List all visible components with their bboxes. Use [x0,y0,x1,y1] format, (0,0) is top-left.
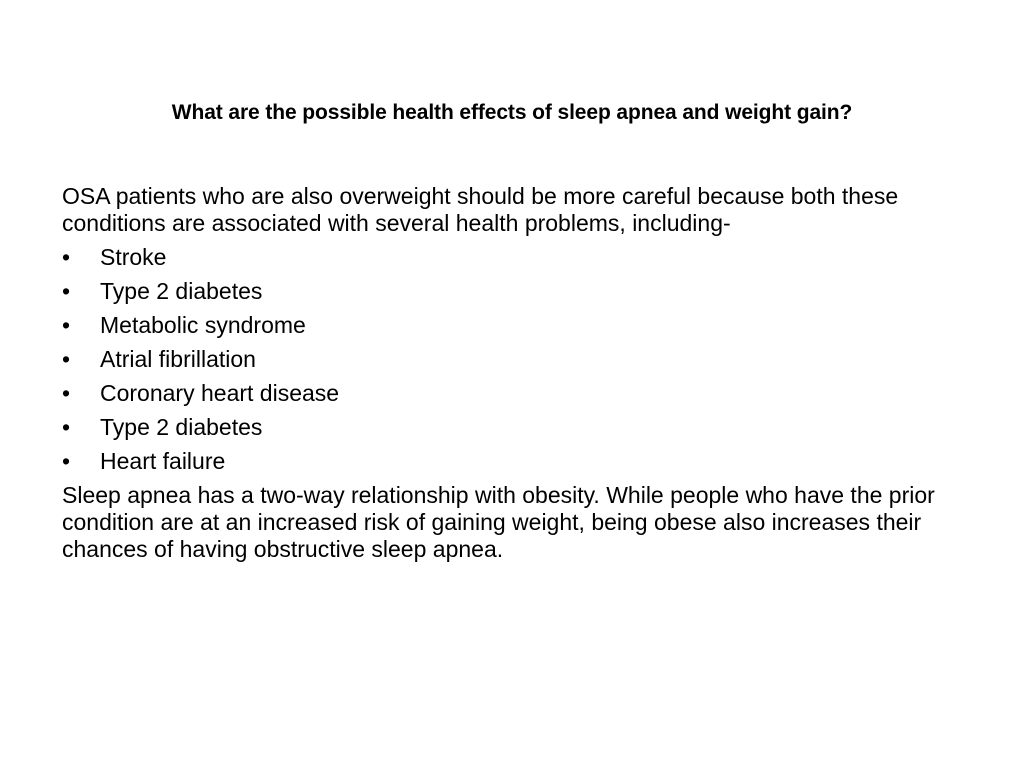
list-item-label: Stroke [100,244,167,270]
list-item-label: Type 2 diabetes [100,278,263,304]
slide-body [62,183,972,563]
list-item-label: Coronary heart disease [100,380,340,406]
list-item [62,244,972,271]
list-item-label: Heart failure [100,448,226,474]
list-item [62,380,972,407]
health-problems-list [62,244,972,475]
bullet-icon: • [62,380,71,406]
list-item [62,346,972,373]
list-item [62,414,972,441]
bullet-icon: • [62,448,71,474]
list-item [62,312,972,339]
bullet-icon: • [62,312,71,338]
list-item-label: Type 2 diabetes [100,414,263,440]
list-item-label: Atrial fibrillation [100,346,256,372]
bullet-icon: • [62,414,71,440]
list-item [62,448,972,475]
list-item-label: Metabolic syndrome [100,312,306,338]
bullet-icon: • [62,346,71,372]
intro-paragraph: OSA patients who are also overweight should be more careful because both these conditions are associated with several health problems, including- [62,183,899,236]
list-item [62,278,972,305]
slide-title: What are the possible health effects of sleep apnea and weight gain? [171,101,853,124]
bullet-icon: • [62,244,71,270]
bullet-icon: • [62,278,71,304]
closing-paragraph: Sleep apnea has a two-way relationship with obesity. While people who have the prior condition are at an increased risk of gaining weight, being obese also increases their chances of having obstructive sleep apnea. [62,482,935,562]
